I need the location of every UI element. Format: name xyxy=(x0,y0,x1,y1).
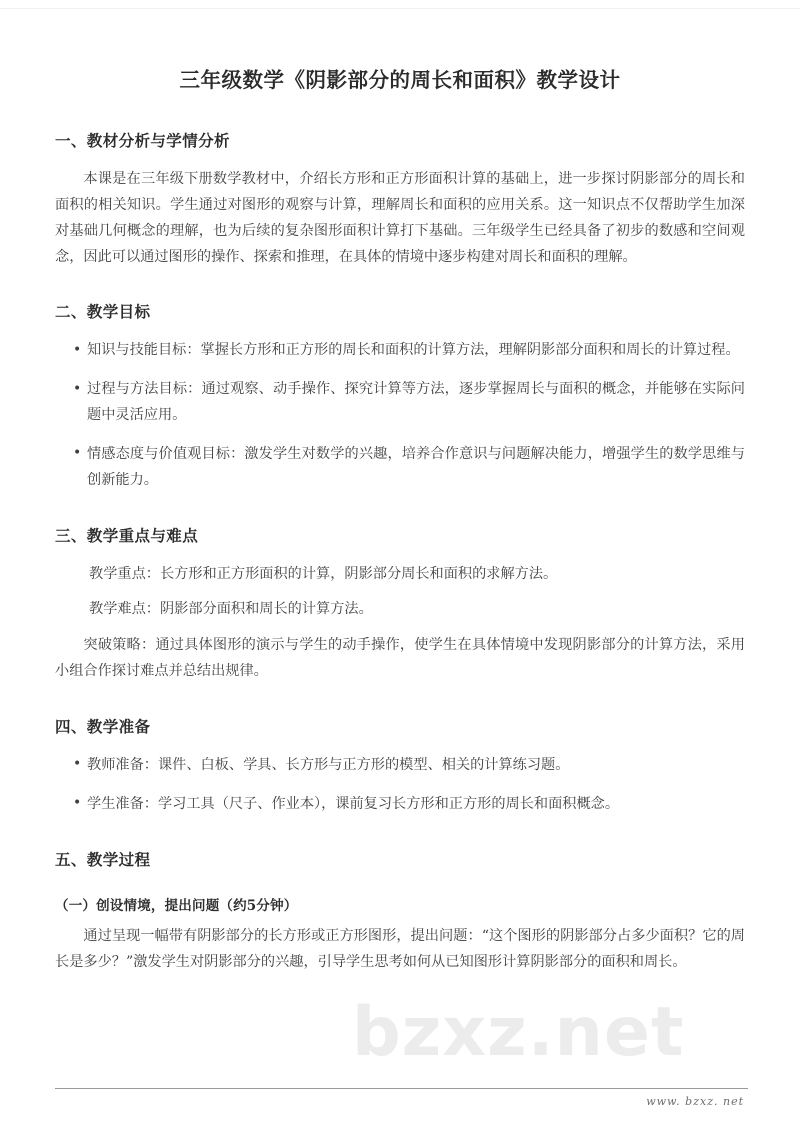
spacer xyxy=(55,914,745,924)
section-2-bullet-list xyxy=(55,338,745,493)
section-1-paragraph: 本课是在三年级下册数学教材中，介绍长方形和正方形面积计算的基础上，进一步探讨阴影部分的周长和面积的相关知识。学生通过对图形的观察与计算，理解周长和面积的应用关系。这一知识点不仅帮助学生加深对基础几何概念的理解，也为后续的复杂图形面积计算打下基础。三年级学生已经具备了初步的数感和空间观念，因此可以通过图形的操作、探索和推理，在具体的情境中逐步构建对周长和面积的理解。 xyxy=(55,171,745,265)
list-item: • 情感态度与价值观目标：激发学生对数学的兴趣，培养合作意识与问题解决能力，增强学生的数学思维与创新能力。 xyxy=(73,442,745,494)
spacer xyxy=(55,818,745,848)
spacer xyxy=(55,93,745,129)
spacer xyxy=(55,623,745,633)
page-footer xyxy=(55,1088,748,1108)
footer-divider xyxy=(55,1088,748,1089)
list-item: • 过程与方法目标：通过观察、动手操作、探究计算等方法，逐步掌握周长与面积的概念，并能够在实际问题中灵活应用。 xyxy=(73,377,745,429)
list-item: • 教师准备：课件、白板、学具、长方形与正方形的模型、相关的计算练习题。 xyxy=(73,753,745,779)
spacer xyxy=(55,546,745,562)
spacer xyxy=(55,270,745,300)
spacer xyxy=(55,737,745,753)
spacer xyxy=(55,870,745,894)
watermark-bzxz: bzxz.net xyxy=(352,993,685,1072)
spacer xyxy=(55,151,745,167)
teaching-difficult-point: 教学难点：阴影部分面积和周长的计算方法。 xyxy=(89,601,373,618)
spacer xyxy=(55,322,745,338)
spacer xyxy=(55,685,745,715)
subsection-heading-5-1: （一）创设情境，提出问题（约5分钟） xyxy=(55,897,298,914)
breakthrough-strategy: 突破策略：通过具体图形的演示与学生的动手操作，使学生在具体情境中发现阴影部分的计算方法，采用小组合作探讨难点并总结出规律。 xyxy=(55,637,745,680)
footer-url: www. bzxz. net xyxy=(646,1095,744,1108)
list-item: • 知识与技能目标：掌握长方形和正方形的周长和面积的计算方法，理解阴影部分面积和周长的计算过程。 xyxy=(73,338,745,364)
list-item: • 学生准备：学习工具（尺子、作业本），课前复习长方形和正方形的周长和面积概念。 xyxy=(73,792,745,818)
teaching-key-point: 教学重点：长方形和正方形面积的计算，阴影部分周长和面积的求解方法。 xyxy=(89,565,558,582)
section-4-bullet-list xyxy=(55,753,745,818)
section-heading-5: 五、教学过程 xyxy=(55,849,151,869)
spacer xyxy=(55,587,745,597)
page-title: 三年级数学《阴影部分的周长和面积》教学设计 xyxy=(179,68,621,92)
section-heading-1: 一、教材分析与学情分析 xyxy=(55,131,230,150)
subsection-5-1-paragraph: 通过呈现一幅带有阴影部分的长方形或正方形图形，提出问题：“这个图形的阴影部分占多少面积？它的周长是多少？”激发学生对阴影部分的兴趣，引导学生思考如何从已知图形计算阴影部分的面积和周长。 xyxy=(55,927,745,970)
section-heading-2: 二、教学目标 xyxy=(55,302,151,322)
spacer xyxy=(55,494,745,524)
section-heading-3: 三、教学重点与难点 xyxy=(55,525,199,545)
section-heading-4: 四、教学准备 xyxy=(55,716,151,736)
